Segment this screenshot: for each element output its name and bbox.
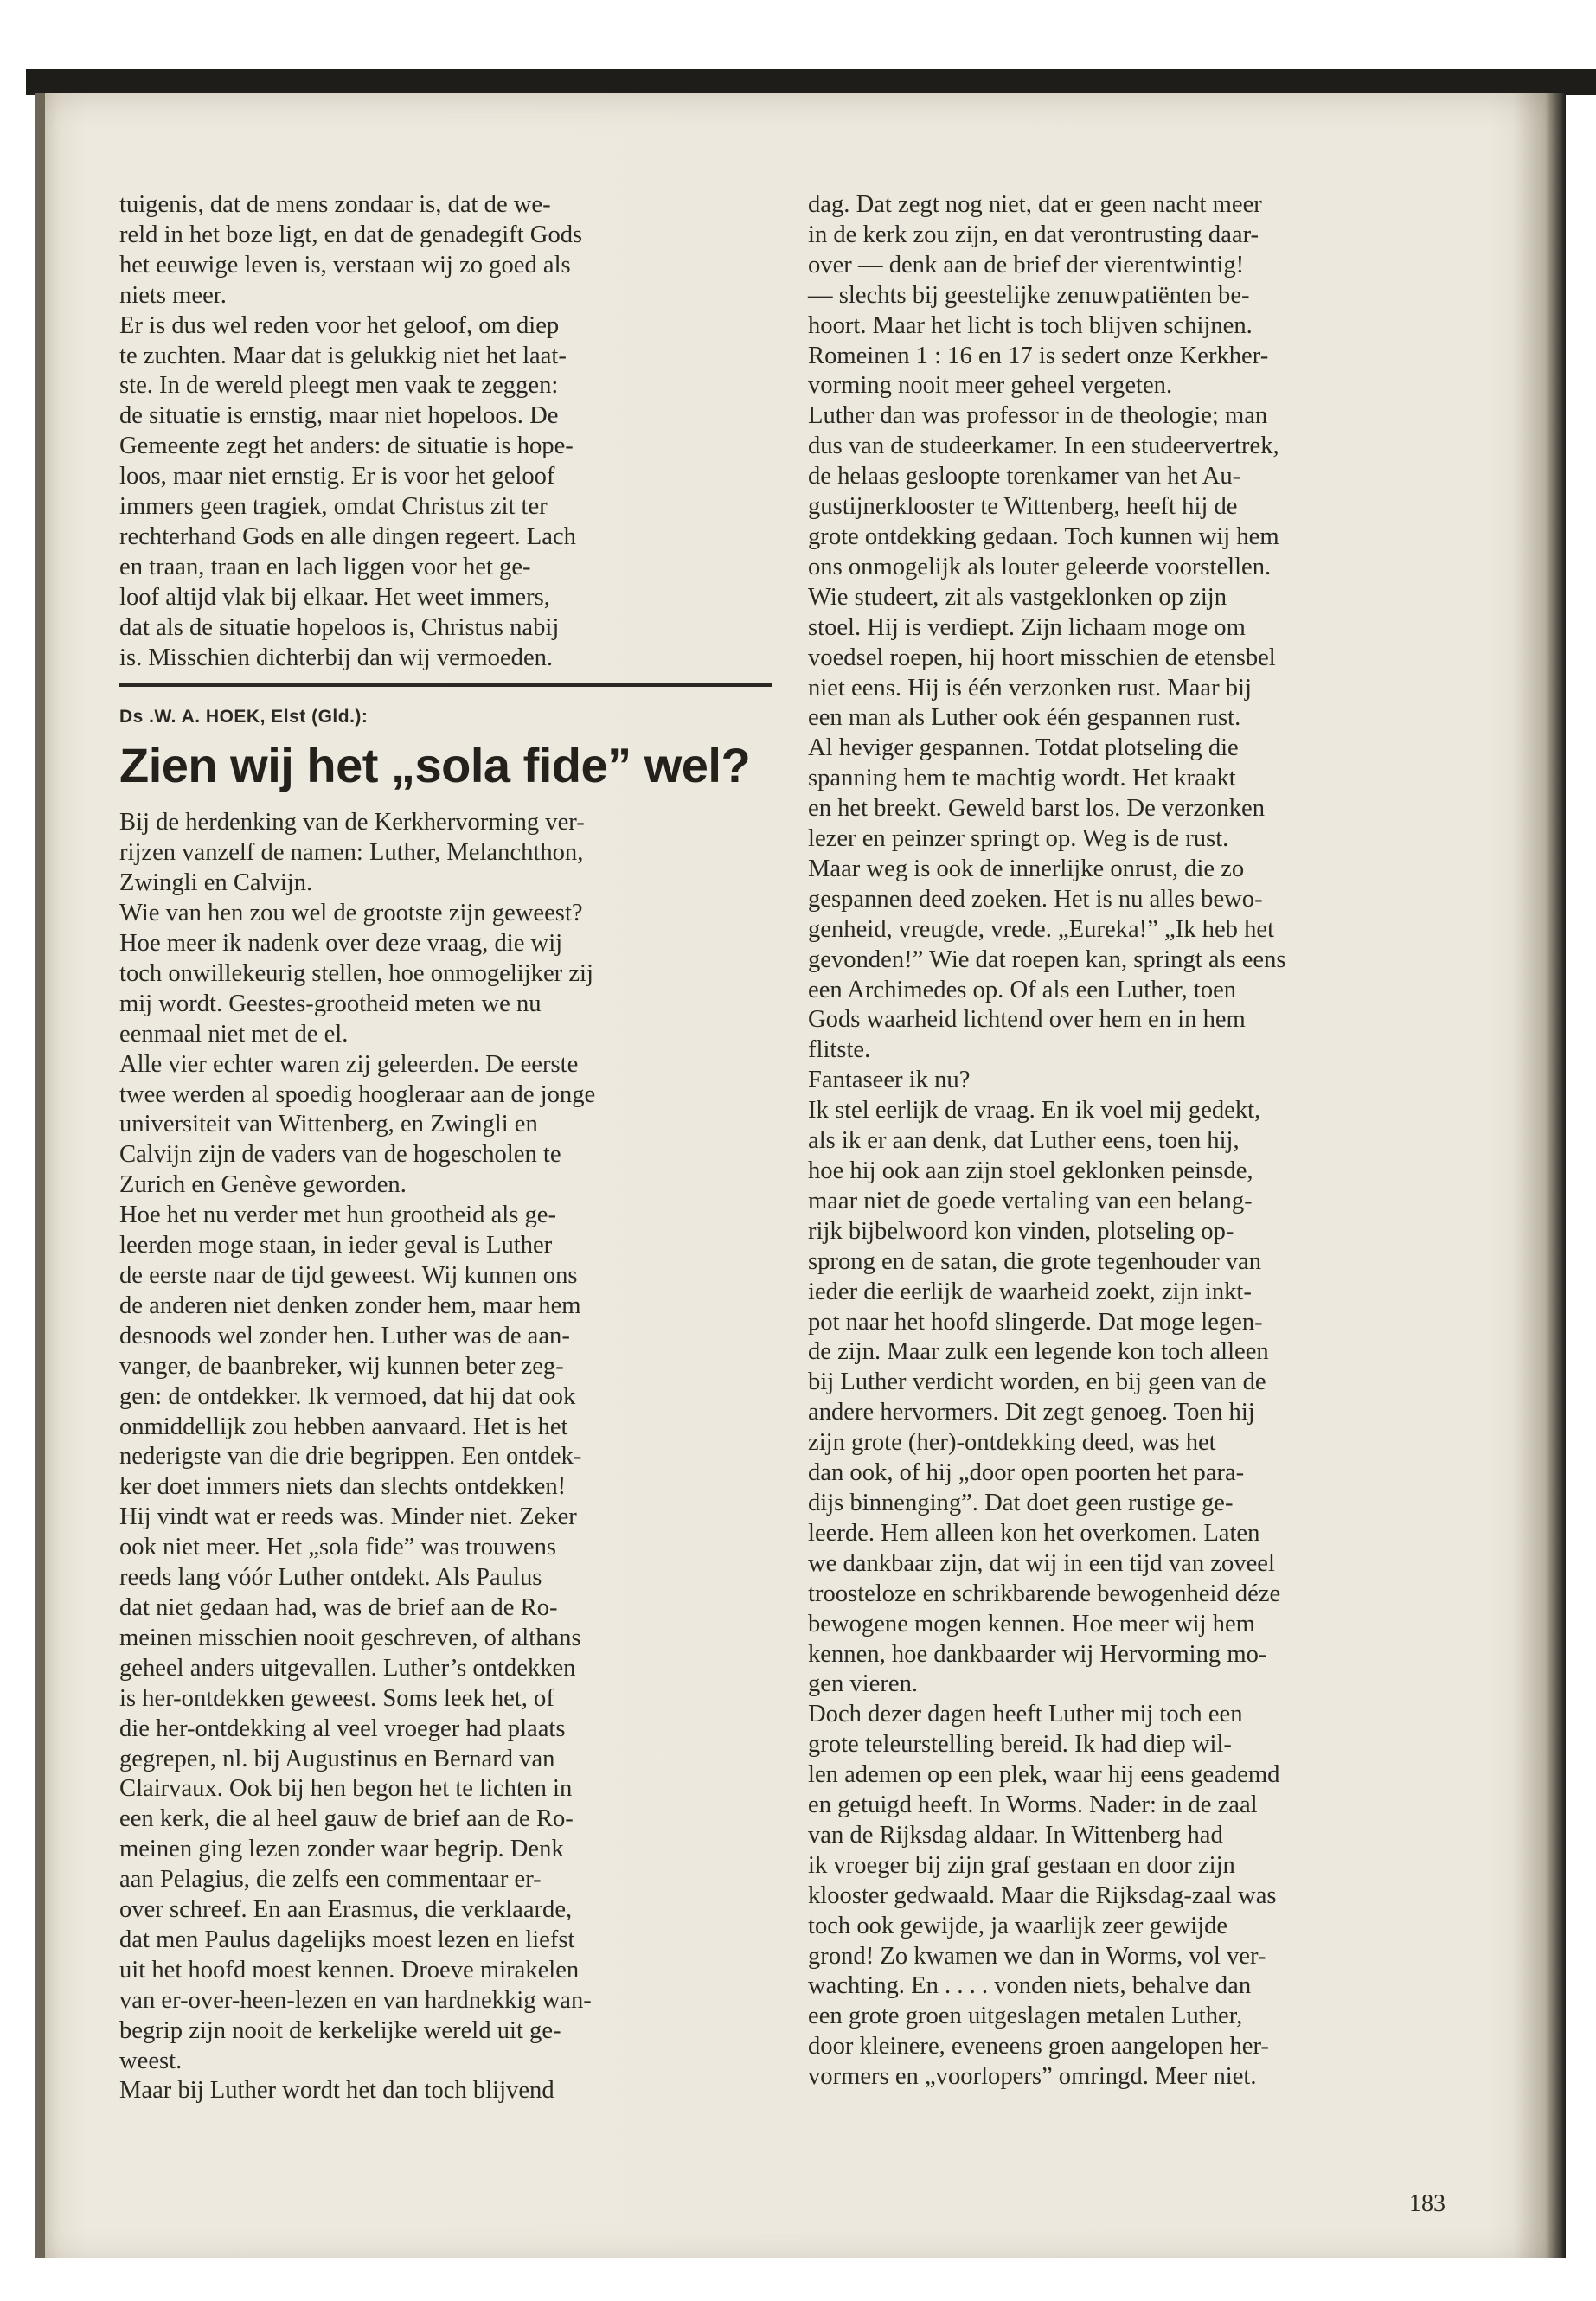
text-line: Maar bij Luther wordt het dan toch blijvend	[119, 2077, 554, 2105]
text-line: vormers en „voorlopers” omringd. Meer niet.	[808, 2063, 1257, 2091]
text-line: een Archimedes op. Of als een Luther, toen	[808, 976, 1237, 1003]
text-line: rechterhand Gods en alle dingen regeert. Lach	[119, 522, 576, 550]
text-line: spanning hem te machtig wordt. Het kraakt	[808, 765, 1236, 792]
text-line: een grote groen uitgeslagen metalen Luther,	[808, 2003, 1243, 2030]
text-line: Zwingli en Calvijn.	[119, 869, 313, 897]
text-line: de situatie is ernstig, maar niet hopeloos. De	[119, 402, 559, 430]
text-line: stoel. Hij is verdiept. Zijn lichaam moge om	[808, 613, 1246, 641]
text-line: Alle vier echter waren zij geleerden. De eerste	[119, 1050, 579, 1078]
text-line: immers geen tragiek, omdat Christus zit ter	[119, 493, 548, 521]
text-line: Bij de herdenking van de Kerkhervorming ver-	[119, 809, 585, 836]
text-line: Calvijn zijn de vaders van de hogescholen te	[119, 1141, 561, 1169]
text-line: gegrepen, nl. bij Augustinus en Bernard van	[119, 1745, 555, 1772]
right-column	[808, 190, 1462, 2093]
text-line: we dankbaar zijn, dat wij in een tijd van zoveel	[808, 1549, 1275, 1577]
text-line: dat niet gedaan had, was de brief aan de Ro-	[119, 1593, 558, 1621]
text-line: meinen ging lezen zonder waar begrip. Denk	[119, 1836, 564, 1863]
article-body-right	[808, 190, 1462, 2093]
article-body-left	[119, 808, 772, 2106]
text-line: kennen, hoe dankbaarder wij Hervorming mo-	[808, 1640, 1267, 1668]
text-line: leerden moge staan, in ieder geval is Luther	[119, 1232, 553, 1259]
text-line: desnoods wel zonder hen. Luther was de aan-	[119, 1322, 570, 1349]
text-line: Wie van hen zou wel de grootste zijn geweest?	[119, 900, 583, 927]
text-line: te zuchten. Maar dat is gelukkig niet het laat-	[119, 342, 567, 369]
left-column	[119, 190, 772, 2106]
text-line: geheel anders uitgevallen. Luther’s ontdekken	[119, 1654, 576, 1682]
text-line: en het breekt. Geweld barst los. De verzonken	[808, 795, 1265, 823]
text-line: bewogene mogen kennen. Hoe meer wij hem	[808, 1610, 1255, 1638]
text-line: troosteloze en schrikbarende bewogenheid déze	[808, 1580, 1281, 1607]
text-line: reeds lang vóór Luther ontdekt. Als Paulus	[119, 1564, 542, 1592]
page-right-edge	[1514, 93, 1566, 2265]
text-line: ik vroeger bij zijn graf gestaan en door zijn	[808, 1851, 1235, 1879]
text-line: sprong en de satan, die grote tegenhouder van	[808, 1247, 1262, 1275]
text-line: Maar weg is ook de innerlijke onrust, die zo	[808, 855, 1245, 882]
text-line: dat men Paulus dagelijks moest lezen en liefst	[119, 1926, 575, 1953]
text-line: len ademen op een plek, waar hij eens geademd	[808, 1761, 1280, 1789]
article-headline: Zien wij het „sola fide” wel?	[119, 738, 751, 793]
text-line: de helaas gesloopte torenkamer van het Au-	[808, 463, 1241, 490]
text-line: meinen misschien nooit geschreven, of althans	[119, 1624, 581, 1651]
text-line: Gods waarheid lichtend over hem en in hem	[808, 1006, 1246, 1034]
text-line: universiteit van Wittenberg, en Zwingli en	[119, 1111, 538, 1138]
text-line: dat als de situatie hopeloos is, Christus nabij	[119, 613, 560, 641]
text-line: het eeuwige leven is, verstaan wij zo goed als	[119, 251, 571, 279]
text-line: klooster gedwaald. Maar die Rijksdag-zaal was	[808, 1881, 1277, 1909]
text-line: hoort. Maar het licht is toch blijven schijnen.	[808, 311, 1253, 339]
text-line: voedsel roepen, hij hoort misschien de etensbel	[808, 644, 1276, 671]
text-line: uit het hoofd moest kennen. Droeve mirakelen	[119, 1956, 580, 1984]
text-line: en getuigd heeft. In Worms. Nader: in de zaal	[808, 1791, 1258, 1819]
text-line: toch onwillekeurig stellen, hoe onmogelijker zij	[119, 959, 593, 987]
text-line: over schreef. En aan Erasmus, die verklaarde,	[119, 1896, 573, 1924]
page-binding-edge	[35, 93, 45, 2265]
text-line: niet eens. Hij is één verzonken rust. Maar bij	[808, 674, 1252, 702]
text-line: gustijnerklooster te Wittenberg, heeft hij de	[808, 493, 1238, 521]
text-line: pot naar het hoofd slingerde. Dat moge legen-	[808, 1308, 1263, 1336]
text-line: dus van de studeerkamer. In een studeervertrek,	[808, 433, 1279, 460]
text-line: door kleinere, eveneens groen aangelopen her-	[808, 2033, 1269, 2061]
text-line: Romeinen 1 : 16 en 17 is sedert onze Kerkher-	[808, 342, 1269, 369]
text-line: gen: de ontdekker. Ik vermoed, dat hij dat ook	[119, 1382, 576, 1410]
text-line: toch ook gewijde, ja waarlijk zeer gewijde	[808, 1912, 1228, 1939]
text-line: gespannen deed zoeken. Het is nu alles bewo-	[808, 885, 1263, 913]
text-line: Luther dan was professor in de theologie; man	[808, 402, 1268, 430]
text-line: bij Luther verdicht worden, en bij geen van de	[808, 1368, 1266, 1396]
text-line: Wie studeert, zit als vastgeklonken op zijn	[808, 583, 1227, 611]
text-line: Ik stel eerlijk de vraag. En ik voel mij gedekt,	[808, 1097, 1261, 1125]
text-line: grote teleurstelling bereid. Ik had diep wil-	[808, 1731, 1232, 1759]
text-line: wachting. En . . . . vonden niets, behalve dan	[808, 1972, 1252, 2000]
text-line: niets meer.	[119, 281, 227, 309]
text-line: ons onmogelijk als louter geleerde voorstellen.	[808, 553, 1272, 580]
text-line: Hoe meer ik nadenk over deze vraag, die wij	[119, 930, 563, 958]
text-line: de zijn. Maar zulk een legende kon toch alleen	[808, 1338, 1269, 1366]
text-line: een kerk, die al heel gauw de brief aan de Ro-	[119, 1805, 574, 1833]
text-line: loof altijd vlak bij elkaar. Het weet immers,	[119, 583, 550, 611]
text-line: Doch dezer dagen heeft Luther mij toch een	[808, 1701, 1243, 1728]
text-line: vorming nooit meer geheel vergeten.	[808, 372, 1173, 400]
text-line: is. Misschien dichterbij dan wij vermoeden.	[119, 644, 554, 671]
text-line: tuigenis, dat de mens zondaar is, dat de we-	[119, 191, 551, 218]
section-divider	[119, 683, 772, 687]
scan-border	[26, 69, 1596, 95]
text-line: maar niet de goede vertaling van een belang-	[808, 1187, 1253, 1215]
text-line: flitste.	[808, 1036, 871, 1064]
text-line: en traan, traan en lach liggen voor het ge-	[119, 553, 531, 580]
text-line: rijk bijbelwoord kon vinden, plotseling op-	[808, 1217, 1234, 1245]
author-byline: Ds .W. A. HOEK, Elst (Gld.):	[119, 706, 369, 727]
text-line: van er-over-heen-lezen en van hardnekkig wan-	[119, 1986, 592, 2014]
page-number: 183	[1409, 2190, 1445, 2217]
text-line: rijzen vanzelf de namen: Luther, Melanchthon,	[119, 839, 584, 867]
text-line: de eerste naar de tijd geweest. Wij kunnen ons	[119, 1262, 578, 1289]
scan-bottom-margin	[26, 2258, 1596, 2301]
text-line: ook niet meer. Het „sola fide” was trouwens	[119, 1534, 556, 1561]
text-line: gen vieren.	[808, 1670, 919, 1698]
text-line: genheid, vreugde, vrede. „Eureka!” „Ik heb het	[808, 915, 1275, 943]
text-line: ker doet immers niets dan slechts ontdekken!	[119, 1473, 567, 1501]
text-line: Hoe het nu verder met hun grootheid als ge-	[119, 1202, 556, 1229]
text-line: Hij vindt wat er reeds was. Minder niet. Zeker	[119, 1503, 577, 1531]
text-line: vanger, de baanbreker, wij kunnen beter zeg-	[119, 1352, 564, 1380]
text-line: twee werden al spoedig hoogleraar aan de jonge	[119, 1080, 596, 1108]
text-line: hoe hij ook aan zijn stoel geklonken peinsde,	[808, 1157, 1253, 1184]
text-line: grond! Zo kwamen we dan in Worms, vol ver-	[808, 1942, 1266, 1970]
text-line: zijn grote (her)-ontdekking deed, was het	[808, 1429, 1216, 1457]
text-line: mij wordt. Geestes-grootheid meten we nu	[119, 990, 542, 1017]
text-line: Al heviger gespannen. Totdat plotseling die	[808, 734, 1239, 762]
text-line: dan ook, of hij „door open poorten het para-	[808, 1459, 1245, 1487]
intro-paragraphs	[119, 190, 772, 674]
text-line: reld in het boze ligt, en dat de genadegift Gods	[119, 221, 583, 248]
text-line: Er is dus wel reden voor het geloof, om diep	[119, 311, 560, 339]
text-line: nederigste van die drie begrippen. Een ontdek-	[119, 1443, 582, 1471]
text-line: is her-ontdekken geweest. Soms leek het, of	[119, 1684, 554, 1712]
text-line: Fantaseer ik nu?	[808, 1067, 971, 1094]
text-line: in de kerk zou zijn, en dat verontrusting daar-	[808, 221, 1259, 248]
text-line: andere hervormers. Dit zegt genoeg. Toen hij	[808, 1399, 1255, 1426]
text-line: loos, maar niet ernstig. Er is voor het geloof	[119, 463, 555, 490]
text-line: gevonden!” Wie dat roepen kan, springt als eens	[808, 945, 1286, 973]
text-line: grote ontdekking gedaan. Toch kunnen wij hem	[808, 522, 1279, 550]
text-line: Gemeente zegt het anders: de situatie is hope-	[119, 433, 574, 460]
text-line: lezer en peinzer springt op. Weg is de rust.	[808, 825, 1229, 853]
text-line: Zurich en Genève geworden.	[119, 1171, 407, 1199]
text-line: die her-ontdekking al veel vroeger had plaats	[119, 1715, 566, 1742]
text-line: dijs binnenging”. Dat doet geen rustige ge-	[808, 1489, 1234, 1516]
text-line: — slechts bij geestelijke zenuwpatiënten be-	[808, 281, 1250, 309]
text-line: van de Rijksdag aldaar. In Wittenberg had	[808, 1821, 1223, 1849]
text-line: als ik er aan denk, dat Luther eens, toen hij,	[808, 1127, 1240, 1155]
text-line: de anderen niet denken zonder hem, maar hem	[119, 1292, 581, 1319]
text-line: weest.	[119, 2047, 183, 2074]
text-line: aan Pelagius, die zelfs een commentaar er-	[119, 1866, 542, 1894]
text-line: onmiddellijk zou hebben aanvaard. Het is het	[119, 1413, 568, 1440]
text-line: eenmaal niet met de el.	[119, 1020, 349, 1048]
text-line: Clairvaux. Ook bij hen begon het te lichten in	[119, 1775, 573, 1803]
text-line: ieder die eerlijk de waarheid zoekt, zijn inkt-	[808, 1278, 1252, 1305]
text-line: leerde. Hem alleen kon het overkomen. Laten	[808, 1519, 1260, 1547]
text-line: ste. In de wereld pleegt men vaak te zeggen:	[119, 372, 559, 400]
text-line: begrip zijn nooit de kerkelijke wereld uit ge-	[119, 2016, 561, 2044]
text-line: dag. Dat zegt nog niet, dat er geen nacht meer	[808, 191, 1262, 218]
text-line: een man als Luther ook één gespannen rust.	[808, 704, 1241, 732]
text-line: over — denk aan de brief der vierentwintig!	[808, 251, 1245, 279]
